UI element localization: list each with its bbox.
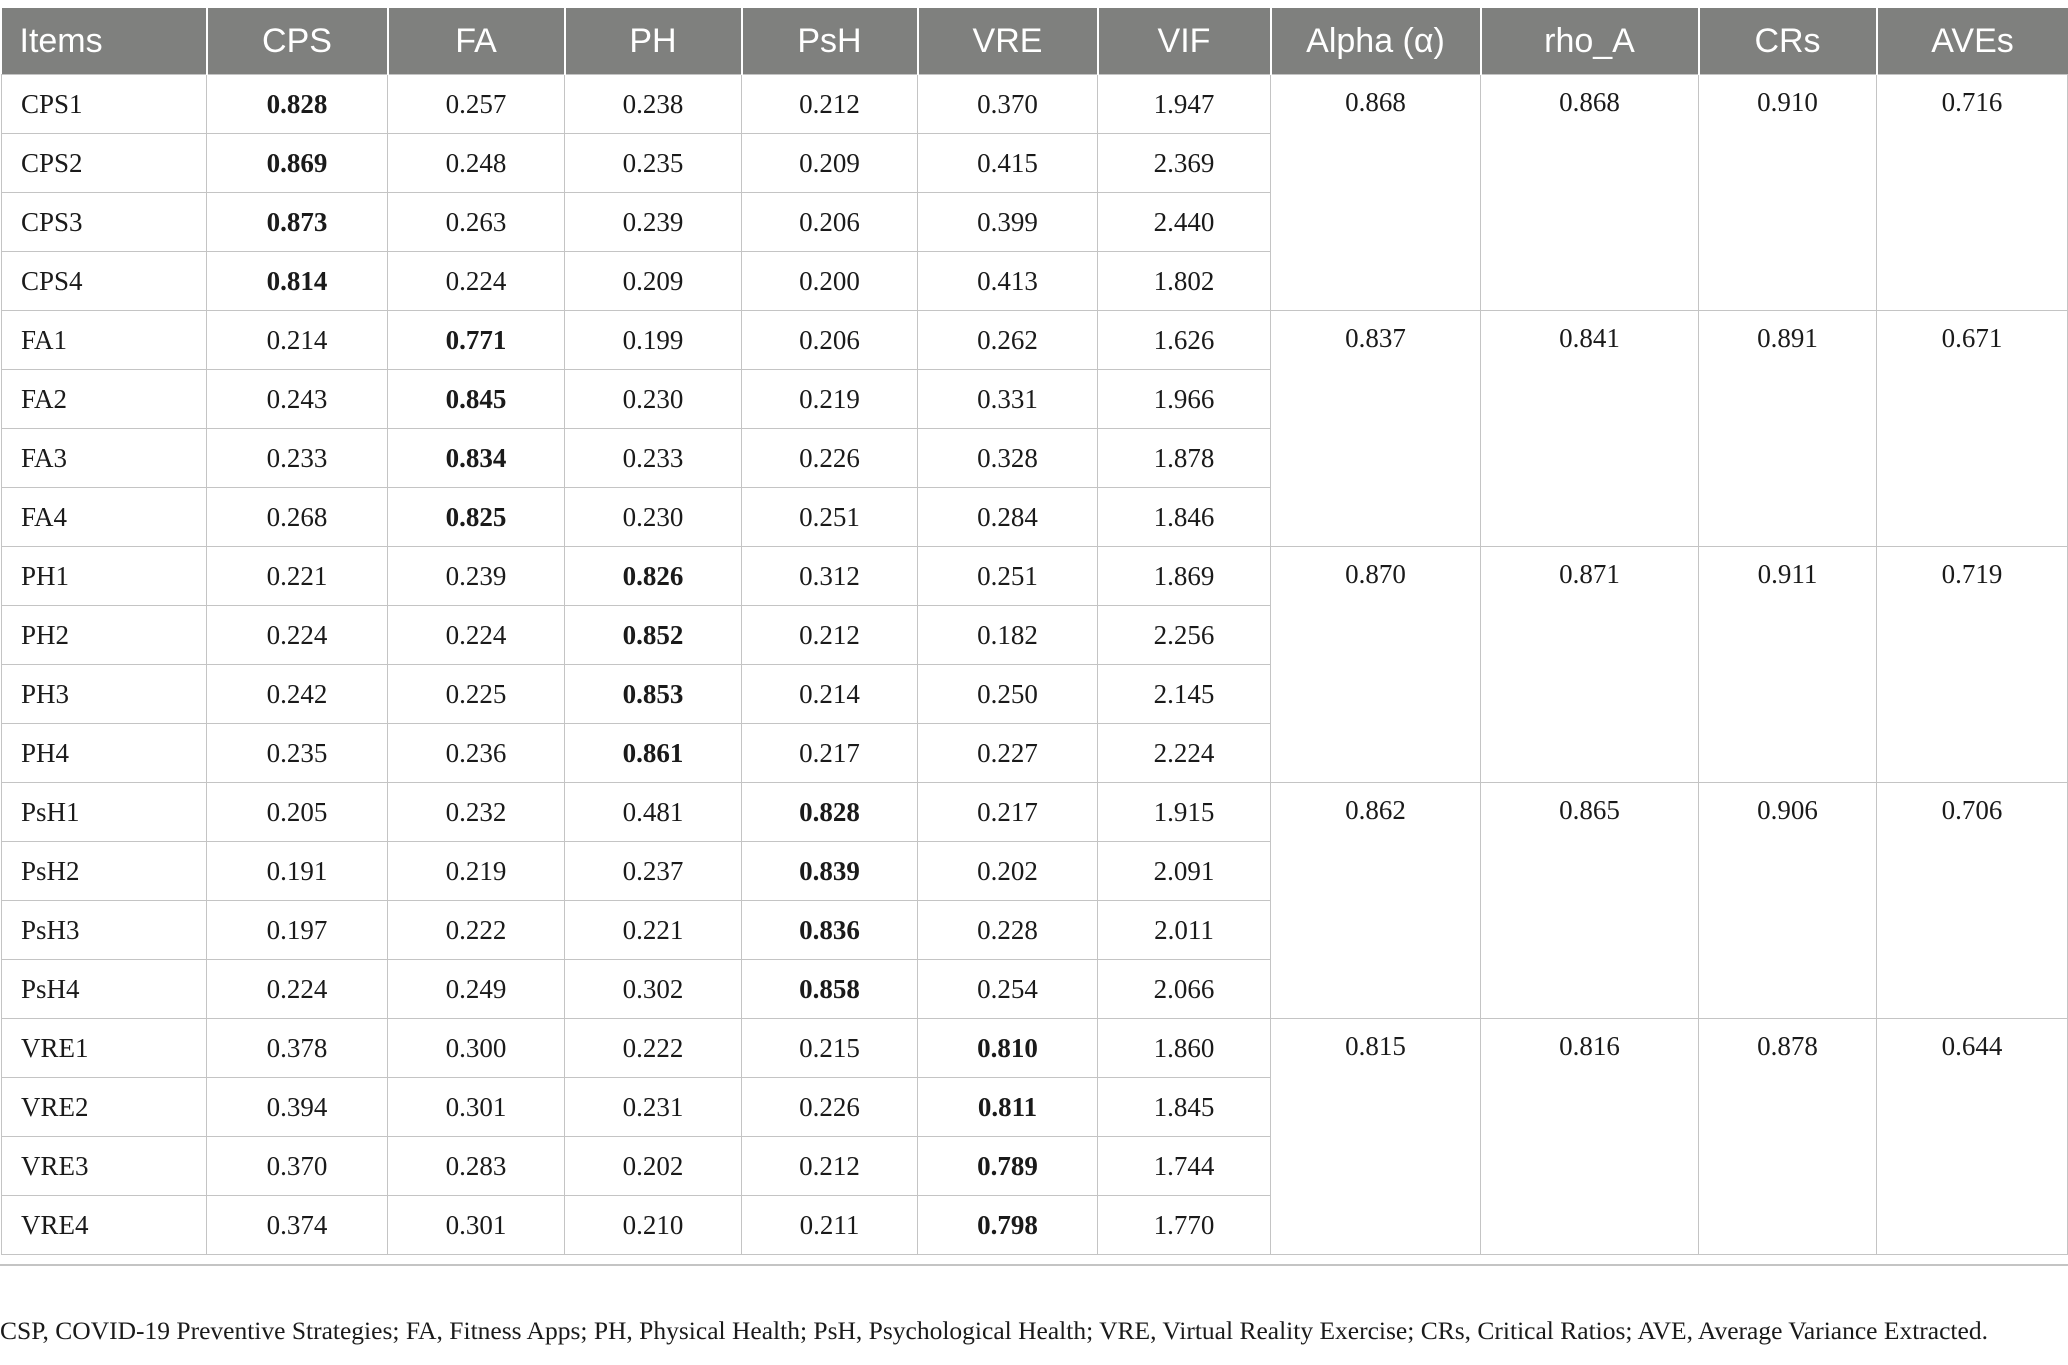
loading-cell: 0.219 [388,842,565,901]
loading-cell-primary: 0.798 [918,1196,1098,1255]
loading-cell-primary: 0.810 [918,1019,1098,1078]
loading-cell: 0.206 [742,193,918,252]
loading-cell: 0.254 [918,960,1098,1019]
item-cell: PH1 [2,547,207,606]
loading-cell: 0.233 [207,429,388,488]
loading-cell: 0.301 [388,1196,565,1255]
loading-cell: 0.257 [388,75,565,134]
item-cell: FA1 [2,311,207,370]
item-cell: CPS2 [2,134,207,193]
loading-cell-primary: 0.858 [742,960,918,1019]
loading-cell-primary: 0.852 [565,606,742,665]
alpha-cell: 0.870 [1271,547,1481,783]
loading-cell: 0.263 [388,193,565,252]
loading-cell: 0.231 [565,1078,742,1137]
vif-cell: 2.091 [1098,842,1271,901]
loading-cell: 0.242 [207,665,388,724]
header-alpha: Alpha (α) [1271,8,1481,75]
header-psh: PsH [742,8,918,75]
ave-cell: 0.719 [1877,547,2068,783]
header-rho-a: rho_A [1481,8,1699,75]
loading-cell: 0.206 [742,311,918,370]
loading-cell: 0.202 [918,842,1098,901]
item-cell: PsH2 [2,842,207,901]
loading-cell: 0.233 [565,429,742,488]
loading-cell-primary: 0.828 [742,783,918,842]
loading-cell-primary: 0.826 [565,547,742,606]
loading-cell: 0.251 [918,547,1098,606]
header-aves: AVEs [1877,8,2068,75]
loading-cell: 0.217 [742,724,918,783]
loading-cell-primary: 0.828 [207,75,388,134]
loading-cell: 0.212 [742,1137,918,1196]
loading-cell: 0.200 [742,252,918,311]
loading-cell: 0.214 [207,311,388,370]
item-cell: FA3 [2,429,207,488]
loading-cell-primary: 0.873 [207,193,388,252]
vif-cell: 2.145 [1098,665,1271,724]
loading-cell: 0.226 [742,1078,918,1137]
item-cell: VRE1 [2,1019,207,1078]
loading-cell: 0.312 [742,547,918,606]
vif-cell: 1.770 [1098,1196,1271,1255]
vif-cell: 2.440 [1098,193,1271,252]
loading-cell: 0.328 [918,429,1098,488]
loading-cell-primary: 0.771 [388,311,565,370]
loading-cell: 0.370 [918,75,1098,134]
ave-cell: 0.644 [1877,1019,2068,1255]
loading-cell-primary: 0.836 [742,901,918,960]
vif-cell: 2.066 [1098,960,1271,1019]
vif-cell: 1.915 [1098,783,1271,842]
table-footnote: CSP, COVID-19 Preventive Strategies; FA, Fitness Apps; PH, Physical Health; PsH, Psychological Health; VRE, Virtual Reality Exercise; CRs, Critical Ratios; AVE, Average Variance Extracted. [0,1316,1988,1345]
ave-cell: 0.716 [1877,75,2068,311]
vif-cell: 1.869 [1098,547,1271,606]
item-cell: PsH3 [2,901,207,960]
loading-cell: 0.199 [565,311,742,370]
item-cell: VRE2 [2,1078,207,1137]
loading-cell: 0.202 [565,1137,742,1196]
loading-cell: 0.222 [388,901,565,960]
vif-cell: 1.947 [1098,75,1271,134]
loading-cell: 0.227 [918,724,1098,783]
loading-cell: 0.224 [388,606,565,665]
item-cell: PH3 [2,665,207,724]
loading-cell: 0.370 [207,1137,388,1196]
loading-cell-primary: 0.789 [918,1137,1098,1196]
loading-cell: 0.251 [742,488,918,547]
vif-cell: 1.845 [1098,1078,1271,1137]
vif-cell: 2.224 [1098,724,1271,783]
loading-cell: 0.219 [742,370,918,429]
cr-cell: 0.906 [1699,783,1877,1019]
vif-cell: 1.966 [1098,370,1271,429]
vif-cell: 1.802 [1098,252,1271,311]
vif-cell: 1.878 [1098,429,1271,488]
loading-cell: 0.268 [207,488,388,547]
loading-cell: 0.413 [918,252,1098,311]
loading-cell: 0.262 [918,311,1098,370]
table-body [2,75,2068,1255]
loading-cell: 0.301 [388,1078,565,1137]
loading-cell: 0.211 [742,1196,918,1255]
loading-cell: 0.374 [207,1196,388,1255]
alpha-cell: 0.815 [1271,1019,1481,1255]
loading-cell-primary: 0.811 [918,1078,1098,1137]
table-row [2,1019,2068,1078]
loading-cell: 0.224 [207,960,388,1019]
loading-cell: 0.205 [207,783,388,842]
alpha-cell: 0.862 [1271,783,1481,1019]
header-cps: CPS [207,8,388,75]
loading-cell: 0.394 [207,1078,388,1137]
loading-cell: 0.226 [742,429,918,488]
cr-cell: 0.910 [1699,75,1877,311]
header-vre: VRE [918,8,1098,75]
header-ph: PH [565,8,742,75]
loading-cell: 0.225 [388,665,565,724]
loading-cell: 0.481 [565,783,742,842]
loading-cell: 0.243 [207,370,388,429]
item-cell: CPS4 [2,252,207,311]
loading-cell-primary: 0.839 [742,842,918,901]
header-crs: CRs [1699,8,1877,75]
table-row [2,75,2068,134]
loading-cell: 0.235 [565,134,742,193]
rho-a-cell: 0.816 [1481,1019,1699,1255]
loading-cell: 0.191 [207,842,388,901]
header-items: Items [2,8,207,75]
item-cell: PsH4 [2,960,207,1019]
footer-divider [0,1264,2068,1266]
vif-cell: 1.860 [1098,1019,1271,1078]
rho-a-cell: 0.865 [1481,783,1699,1019]
loading-cell: 0.230 [565,488,742,547]
loading-cell: 0.239 [388,547,565,606]
vif-cell: 1.846 [1098,488,1271,547]
item-cell: PsH1 [2,783,207,842]
vif-cell: 1.626 [1098,311,1271,370]
loading-cell: 0.399 [918,193,1098,252]
item-cell: PH4 [2,724,207,783]
header-row [2,8,2068,75]
loading-cell-primary: 0.869 [207,134,388,193]
loading-cell: 0.249 [388,960,565,1019]
item-cell: PH2 [2,606,207,665]
item-cell: VRE4 [2,1196,207,1255]
vif-cell: 2.011 [1098,901,1271,960]
loading-cell: 0.302 [565,960,742,1019]
loading-cell: 0.235 [207,724,388,783]
loading-cell: 0.331 [918,370,1098,429]
item-cell: FA2 [2,370,207,429]
rho-a-cell: 0.841 [1481,311,1699,547]
ave-cell: 0.706 [1877,783,2068,1019]
item-cell: VRE3 [2,1137,207,1196]
table-row [2,311,2068,370]
loading-cell: 0.300 [388,1019,565,1078]
loading-cell: 0.210 [565,1196,742,1255]
loading-cell: 0.224 [207,606,388,665]
rho-a-cell: 0.868 [1481,75,1699,311]
loading-cell: 0.222 [565,1019,742,1078]
cr-cell: 0.891 [1699,311,1877,547]
loading-cell: 0.217 [918,783,1098,842]
loading-cell: 0.212 [742,75,918,134]
loadings-table [1,8,2068,1255]
loading-cell: 0.284 [918,488,1098,547]
loading-cell: 0.248 [388,134,565,193]
loading-cell: 0.214 [742,665,918,724]
loading-cell: 0.415 [918,134,1098,193]
alpha-cell: 0.868 [1271,75,1481,311]
loading-cell-primary: 0.845 [388,370,565,429]
ave-cell: 0.671 [1877,311,2068,547]
item-cell: CPS3 [2,193,207,252]
loading-cell: 0.230 [565,370,742,429]
header-fa: FA [388,8,565,75]
header-vif: VIF [1098,8,1271,75]
vif-cell: 1.744 [1098,1137,1271,1196]
loading-cell-primary: 0.861 [565,724,742,783]
loading-cell: 0.378 [207,1019,388,1078]
loading-cell: 0.237 [565,842,742,901]
loading-cell: 0.238 [565,75,742,134]
rho-a-cell: 0.871 [1481,547,1699,783]
table-row [2,547,2068,606]
loading-cell-primary: 0.825 [388,488,565,547]
item-cell: FA4 [2,488,207,547]
loading-cell: 0.232 [388,783,565,842]
loading-cell: 0.182 [918,606,1098,665]
loading-cell: 0.212 [742,606,918,665]
vif-cell: 2.369 [1098,134,1271,193]
loading-cell-primary: 0.814 [207,252,388,311]
loading-cell: 0.221 [207,547,388,606]
loading-cell: 0.236 [388,724,565,783]
cr-cell: 0.878 [1699,1019,1877,1255]
loading-cell: 0.239 [565,193,742,252]
cr-cell: 0.911 [1699,547,1877,783]
loading-cell: 0.228 [918,901,1098,960]
loading-cell: 0.224 [388,252,565,311]
loading-cell: 0.221 [565,901,742,960]
table-row [2,783,2068,842]
loading-cell: 0.197 [207,901,388,960]
loading-cell-primary: 0.853 [565,665,742,724]
loading-cell: 0.209 [742,134,918,193]
loading-cell: 0.250 [918,665,1098,724]
vif-cell: 2.256 [1098,606,1271,665]
item-cell: CPS1 [2,75,207,134]
loading-cell: 0.209 [565,252,742,311]
loading-cell: 0.283 [388,1137,565,1196]
loading-cell-primary: 0.834 [388,429,565,488]
loading-cell: 0.215 [742,1019,918,1078]
alpha-cell: 0.837 [1271,311,1481,547]
